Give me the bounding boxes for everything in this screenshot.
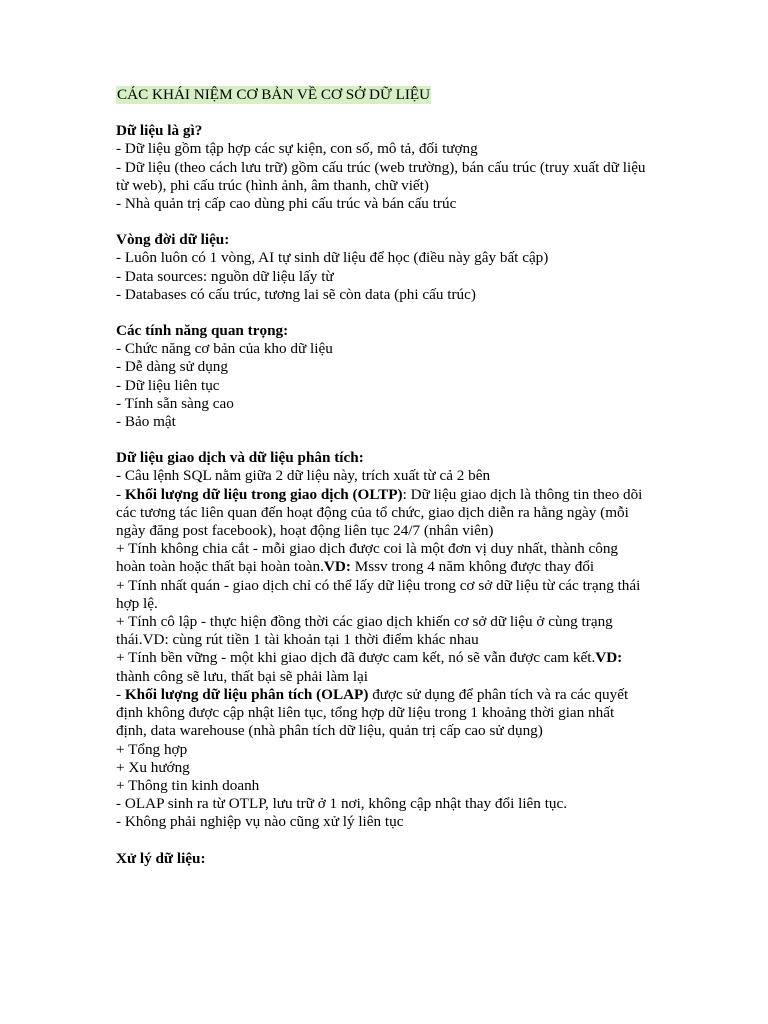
section-data-lifecycle [116,231,646,304]
list-item: - Dữ liệu gồm tập hợp các sự kiện, con số, mô tả, đối tượng [116,140,478,158]
section-data-processing [116,850,646,868]
oltp-description: : Dữ liệu giao dịch là thông tin theo dõi các tương tác liên quan đến hoạt động của tổ chức, giao dịch diễn ra hằng ngày (mỗi ngày đăng post facebook), hoạt động liên tục 24/7 (nhân viên) [116,485,643,540]
list-item: + Thông tin kinh doanh [116,776,260,794]
example-label: VD: [323,558,351,576]
document-page [116,86,646,868]
list-item: - Databases có cấu trúc, tương lai sẽ còn data (phi cấu trúc) [116,285,476,303]
olap-term: Khối lượng dữ liệu phân tích (OLAP) [124,685,369,703]
olap-prefix: - [116,685,125,703]
section-important-features [116,322,646,431]
isolation-paragraph: + Tính cô lập - thực hiện đồng thời các giao dịch khiến cơ sở dữ liệu ở cùng trạng thái.VD: cùng rút tiền 1 tài khoản tại 1 thời điểm khác nhau [116,613,613,649]
list-item: - Luôn luôn có 1 vòng, AI tự sinh dữ liệu để học (điều này gây bất cập) [116,249,549,267]
list-item: + Tổng hợp [116,740,188,758]
section-transactional-analytical [116,449,646,831]
oltp-term: Khối lượng dữ liệu trong giao dịch (OLTP) [124,485,403,503]
list-item: - Dễ dàng sử dụng [116,358,228,376]
atomicity-example: Mssv trong 4 năm không được thay đổi [350,558,595,576]
list-item: - Dữ liệu liên tục [116,376,220,394]
list-item: + Xu hướng [116,758,190,776]
atomicity-text: + Tính không chia cắt - mỗi giao dịch được coi là một đơn vị duy nhất, thành công hoàn toàn hoặc thất bại hoàn toàn. [116,540,619,576]
section-heading: Dữ liệu giao dịch và dữ liệu phân tích: [116,449,364,467]
example-label: VD: [595,649,623,667]
atomicity-paragraph [116,540,646,576]
list-item: - Tính sẵn sàng cao [116,394,234,412]
olap-paragraph [116,686,646,741]
olap-description: được sử dụng để phân tích và ra các quyết định không được cập nhật liên tục, tổng hợp dữ liệu trong 1 khoảng thời gian nhất định, data warehouse (nhà phân tích dữ liệu, quản trị cấp cao sử dụng) [116,685,629,740]
durability-paragraph [116,649,646,685]
list-item: - Không phải nghiệp vụ nào cũng xử lý liên tục [116,813,404,831]
section-heading: Dữ liệu là gì? [116,122,203,140]
durability-text: + Tính bền vững - một khi giao dịch đã được cam kết, nó sẽ vẫn được cam kết. [116,649,596,667]
list-item: - Chức năng cơ bản của kho dữ liệu [116,340,333,358]
oltp-paragraph [116,486,646,541]
section-heading: Các tính năng quan trọng: [116,322,289,340]
list-item: - Bảo mật [116,413,176,431]
section-what-is-data [116,122,646,213]
consistency-paragraph: + Tính nhất quán - giao dịch chỉ có thể lấy dữ liệu trong cơ sở dữ liệu từ các trạng thái hợp lệ. [116,576,641,612]
oltp-prefix: - [116,485,125,503]
list-item: - OLAP sinh ra từ OTLP, lưu trữ ở 1 nơi, không cập nhật thay đổi liên tục. [116,795,568,813]
document-title-row [116,86,646,104]
section-heading: Vòng đời dữ liệu: [116,231,230,249]
durability-example: thành công sẽ lưu, thất bại sẽ phải làm lại [116,667,369,685]
document-title: CÁC KHÁI NIỆM CƠ BẢN VỀ CƠ SỞ DỮ LIỆU [117,86,431,103]
list-item: - Nhà quản trị cấp cao dùng phi cấu trúc và bán cấu trúc [116,195,457,213]
list-item: - Dữ liệu (theo cách lưu trữ) gồm cấu trúc (web trường), bán cấu trúc (truy xuất dữ liệu từ web), phi cấu trúc (hình ảnh, âm thanh, chữ viết) [116,158,646,194]
section-heading: Xử lý dữ liệu: [116,849,206,867]
list-item: - Câu lệnh SQL nằm giữa 2 dữ liệu này, trích xuất từ cả 2 bên [116,467,491,485]
list-item: - Data sources: nguồn dữ liệu lấy từ [116,267,334,285]
